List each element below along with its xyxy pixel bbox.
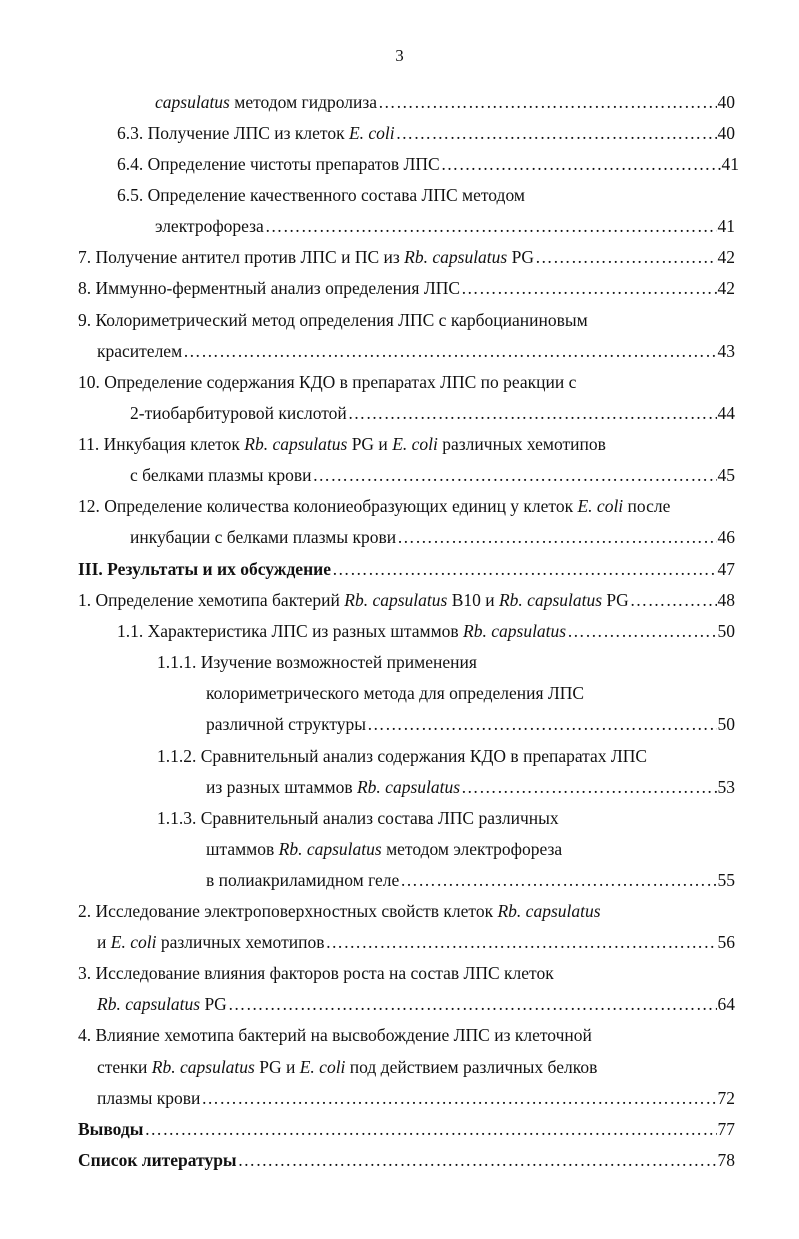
- toc-entry: [97, 1085, 735, 1111]
- entry-text: методом гидролиза: [229, 92, 378, 112]
- leader-dots: [535, 244, 717, 270]
- page-ref: 77: [717, 1119, 735, 1139]
- leader-dots: [461, 774, 716, 800]
- leader-dots: [630, 587, 717, 613]
- page-ref: 72: [717, 1088, 735, 1108]
- italic-term: Rb. capsulatus: [497, 901, 601, 921]
- leader-dots: [397, 524, 716, 550]
- toc-section-entry: [78, 1147, 735, 1173]
- toc-entry: [78, 244, 735, 270]
- page-ref: 40: [717, 123, 735, 143]
- toc-section-entry: [78, 556, 735, 582]
- toc-entry: [206, 774, 735, 800]
- entry-text: 6.3. Получение ЛПС из клеток: [117, 123, 349, 143]
- page-ref: 45: [717, 465, 735, 485]
- toc-entry: [130, 462, 735, 488]
- page-ref: 47: [717, 559, 735, 579]
- entry-text: различных хемотипов: [156, 932, 325, 952]
- toc-entry-heading: [206, 836, 562, 862]
- italic-term: E. coli: [299, 1057, 346, 1077]
- italic-term: capsulatus: [155, 92, 230, 112]
- leader-dots: [367, 711, 716, 737]
- toc-entry-heading: 6.5. Определение качественного состава ЛПС методом: [117, 185, 525, 205]
- toc-entry-heading: 4. Влияние хемотипа бактерий на высвобождение ЛПС из клеточной: [78, 1025, 592, 1045]
- leader-dots: [183, 338, 716, 364]
- italic-term: Rb. capsulatus: [463, 621, 567, 641]
- toc-entry-heading: [78, 493, 670, 519]
- section-title: Выводы: [78, 1119, 144, 1139]
- entry-text: плазмы крови: [97, 1088, 201, 1108]
- toc-entry: [117, 618, 735, 644]
- toc-entry-heading: 9. Колориметрический метод определения ЛПС с карбоцианиновым: [78, 310, 588, 330]
- leader-dots: [441, 151, 721, 177]
- toc-entry: [97, 991, 735, 1017]
- entry-text: штаммов: [206, 839, 279, 859]
- italic-term: Rb. capsulatus: [97, 994, 201, 1014]
- page-number: 3: [395, 46, 404, 65]
- page-ref: 55: [717, 870, 735, 890]
- toc-entry: [155, 213, 735, 239]
- entry-text: 11. Инкубация клеток: [78, 434, 245, 454]
- toc-entry-heading: 1.1.1. Изучение возможностей применения: [157, 652, 477, 672]
- entry-text: стенки: [97, 1057, 152, 1077]
- toc-entry: [97, 338, 735, 364]
- entry-text: PG и: [347, 434, 393, 454]
- leader-dots: [201, 1085, 716, 1111]
- toc-entry: [117, 151, 739, 177]
- italic-term: Rb. capsulatus: [498, 590, 603, 610]
- entry-text: 2. Исследование электроповерхностных свойств клеток: [78, 901, 498, 921]
- entry-text: B10 и: [447, 590, 499, 610]
- toc-entry-heading: [97, 1054, 597, 1080]
- toc-entry-heading: 1.1.2. Сравнительный анализ содержания КДО в препаратах ЛПС: [157, 746, 648, 766]
- toc-entry: [130, 400, 735, 426]
- toc-entry-heading: колориметрического метода для определения ЛПС: [206, 683, 585, 703]
- italic-term: Rb. capsulatus: [244, 434, 348, 454]
- leader-dots: [144, 1116, 716, 1142]
- page-ref: 43: [717, 341, 735, 361]
- page-ref: 50: [717, 621, 735, 641]
- toc-entry-heading: 10. Определение содержания КДО в препаратах ЛПС по реакции с: [78, 372, 577, 392]
- leader-dots: [567, 618, 716, 644]
- entry-text: PG: [602, 590, 629, 610]
- page-ref: 56: [717, 932, 735, 952]
- entry-text: после: [623, 496, 671, 516]
- italic-term: Rb. capsulatus: [344, 590, 448, 610]
- entry-text: под действием различных белков: [345, 1057, 598, 1077]
- section-title: III. Результаты и их обсуждение: [78, 559, 331, 579]
- page-ref: 53: [717, 777, 735, 797]
- leader-dots: [332, 556, 717, 582]
- leader-dots: [400, 867, 716, 893]
- toc-entry-heading: 1.1.3. Сравнительный анализ состава ЛПС различных: [157, 808, 559, 828]
- italic-term: Rb. capsulatus: [356, 777, 461, 797]
- italic-term: Rb. capsulatus: [151, 1057, 255, 1077]
- italic-term: E. coli: [110, 932, 157, 952]
- entry-text: различных хемотипов: [437, 434, 606, 454]
- leader-dots: [313, 462, 717, 488]
- toc-entry: [206, 867, 735, 893]
- italic-term: Rb. capsulatus: [278, 839, 382, 859]
- entry-text: различной структуры: [206, 714, 367, 734]
- page-ref: 42: [717, 278, 735, 298]
- page-ref: 48: [717, 590, 735, 610]
- toc-entry: [206, 711, 735, 737]
- entry-text: PG и: [254, 1057, 300, 1077]
- toc-entry: [155, 89, 735, 115]
- leader-dots: [461, 275, 716, 301]
- entry-text: с белками плазмы крови: [130, 465, 312, 485]
- entry-text: 1. Определение хемотипа бактерий: [78, 590, 345, 610]
- toc-entry: [78, 275, 735, 301]
- toc-entry: [130, 524, 735, 550]
- entry-text: и: [97, 932, 111, 952]
- toc-entry-heading: 3. Исследование влияния факторов роста на состав ЛПС клеток: [78, 963, 554, 983]
- page-ref: 44: [717, 403, 735, 423]
- entry-text: PG: [200, 994, 227, 1014]
- entry-text: из разных штаммов: [206, 777, 357, 797]
- leader-dots: [238, 1147, 717, 1173]
- entry-text: методом электрофореза: [381, 839, 563, 859]
- toc-section-entry: [78, 1116, 735, 1142]
- toc-entry-heading: [78, 431, 606, 457]
- entry-text: инкубации с белками плазмы крови: [130, 527, 397, 547]
- entry-text: 8. Иммунно-ферментный анализ определения ЛПС: [78, 278, 461, 298]
- page-ref: 41: [717, 216, 735, 236]
- page-ref: 41: [721, 154, 739, 174]
- toc-entry: [117, 120, 735, 146]
- toc-entry-heading: [78, 898, 601, 924]
- entry-text: электрофореза: [155, 216, 264, 236]
- page-ref: 42: [717, 247, 735, 267]
- leader-dots: [378, 89, 716, 115]
- entry-text: PG: [507, 247, 534, 267]
- entry-text: в полиакриламидном геле: [206, 870, 400, 890]
- toc-entry: [78, 587, 735, 613]
- leader-dots: [265, 213, 717, 239]
- page-ref: 40: [717, 92, 735, 112]
- italic-term: E. coli: [577, 496, 624, 516]
- leader-dots: [228, 991, 717, 1017]
- entry-text: 1.1. Характеристика ЛПС из разных штаммов: [117, 621, 464, 641]
- entry-text: 6.4. Определение чистоты препаратов ЛПС: [117, 154, 440, 174]
- toc-entry: [97, 929, 735, 955]
- entry-text: 2-тиобарбитуровой кислотой: [130, 403, 347, 423]
- leader-dots: [396, 120, 717, 146]
- page-ref: 78: [717, 1150, 735, 1170]
- italic-term: Rb. capsulatus: [404, 247, 508, 267]
- entry-text: 7. Получение антител против ЛПС и ПС из: [78, 247, 405, 267]
- page-ref: 50: [717, 714, 735, 734]
- page-ref: 64: [717, 994, 735, 1014]
- leader-dots: [325, 929, 716, 955]
- italic-term: E. coli: [392, 434, 438, 454]
- italic-term: E. coli: [348, 123, 395, 143]
- section-title: Список литературы: [78, 1150, 237, 1170]
- entry-text: красителем: [97, 341, 183, 361]
- page-ref: 46: [717, 527, 735, 547]
- entry-text: 12. Определение количества колониеобразующих единиц у клеток: [78, 496, 578, 516]
- leader-dots: [348, 400, 717, 426]
